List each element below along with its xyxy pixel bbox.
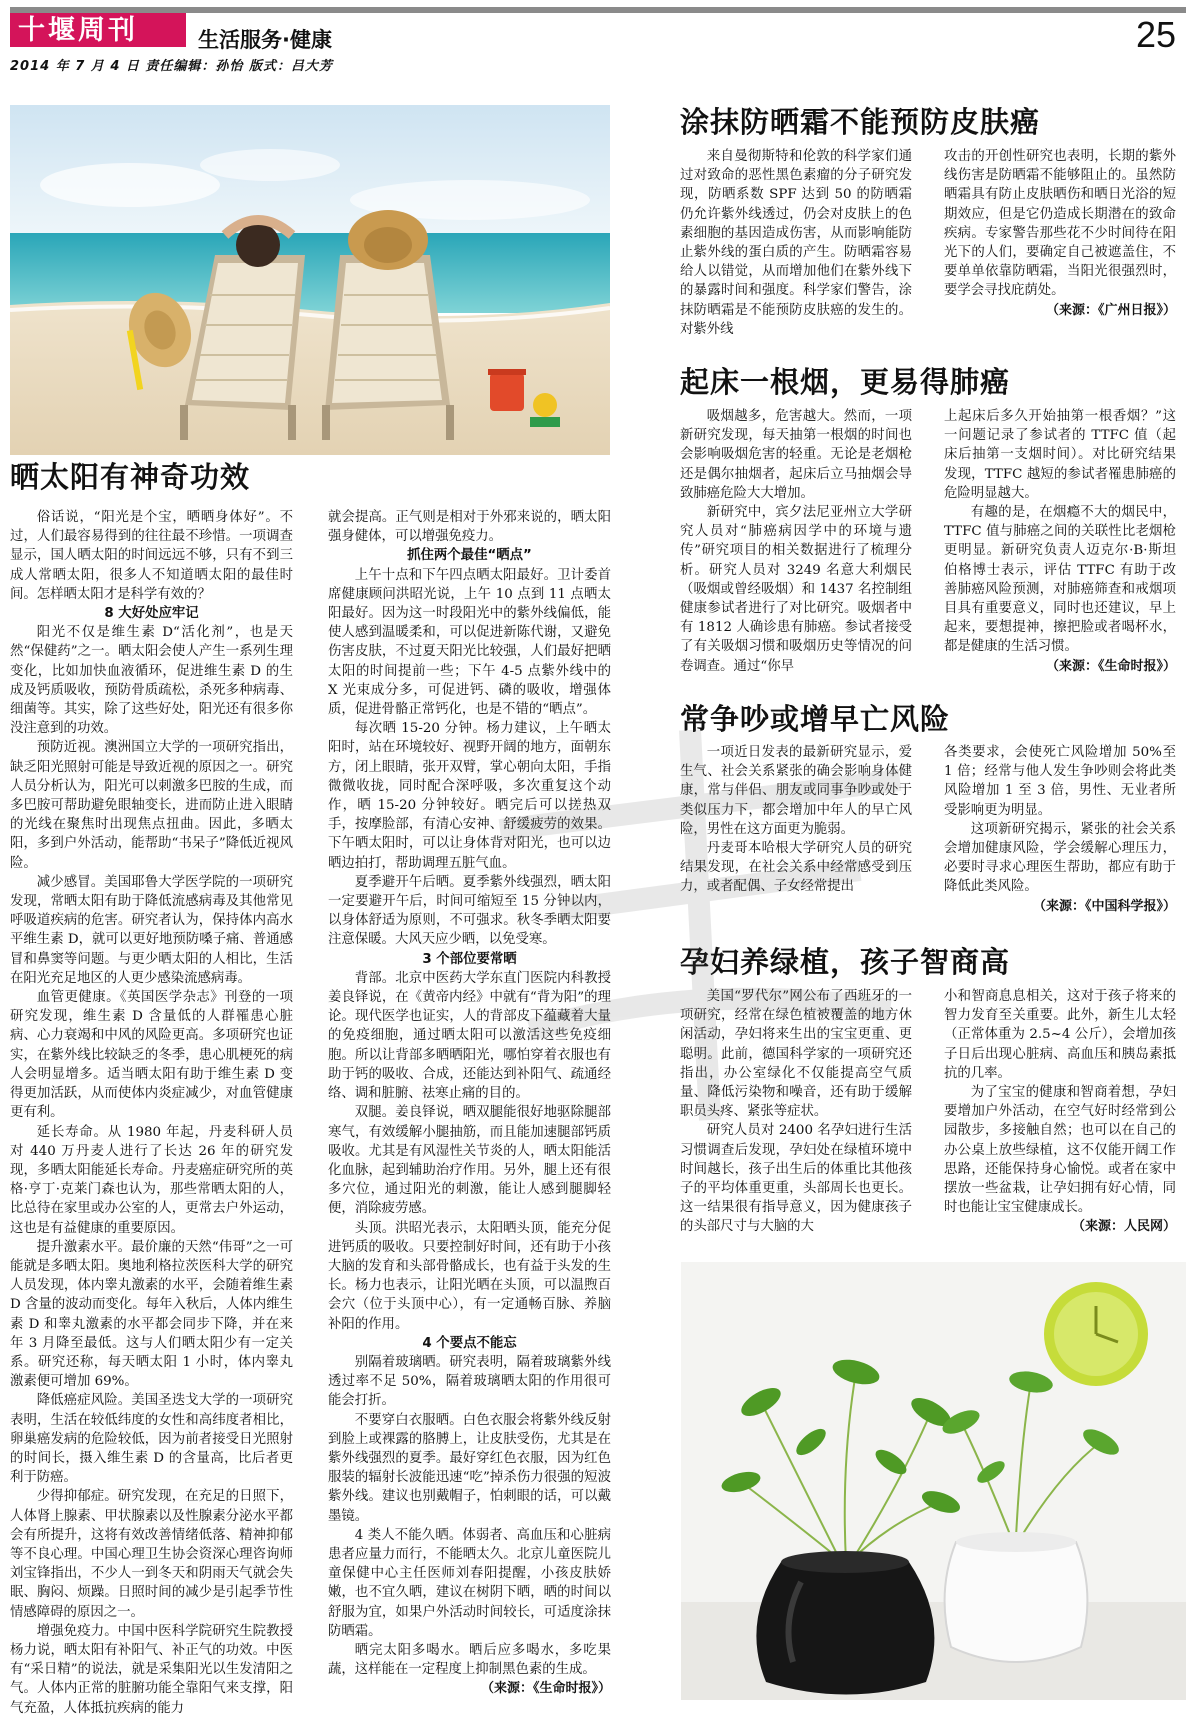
article-sunscreen-column-2 [944, 147, 1176, 347]
paragraph: 背部。北京中医药大学东直门医院内科教授姜良铎说，在《黄帝内经》中就有“背为阳”的理论。现代医学也证实，人的背部皮下蕴藏着大量的免疫细胞，通过晒太阳可以激活这些免疫细胞。所以让背部多晒晒阳光，哪怕穿着衣服也有助于钙的吸收、合成，还能达到补阳气、疏通经络、调和脏腑、祛寒止痛的目的。 [328, 970, 611, 1102]
potted-plants-photo [681, 1262, 1186, 1700]
subheading: 抓住两个最佳“晒点” [407, 548, 532, 564]
article-title-smoking: 起床一根烟，更易得肺癌 [680, 365, 1011, 399]
paragraph: 阳光不仅是维生素 D“活化剂”，也是天然“保健药”之一。晒太阳会使人产生一系列生理变化，比如加快血液循环，促进维生素 D 的生成及钙质吸收，预防骨质疏松，杀死多种病毒、细菌等。其实，除了这些好处，阳光还有很多你没注意到的功效。 [10, 625, 293, 737]
page-number: 25 [1135, 14, 1176, 55]
paragraph: 头顶。洪昭光表示，太阳晒头顶，能充分促进钙质的吸收。只要控制好时间，还有助于小孩大脑的发育和头部骨骼成长，也有益于头发的生长。杨力也表示，让阳光晒在头顶，可以温煦百会穴（位于头顶中心），有一定通畅百脉、养脑补阳的作用。 [328, 1220, 611, 1332]
paragraph: 各类要求，会使死亡风险增加 50%至 1 倍；经常与他人发生争吵则会将此类风险增加 1 至 3 倍，男性、无业者所受影响更为明显。 [944, 745, 1176, 818]
paragraph: 不要穿白衣服晒。白色衣服会将紫外线反射到脸上或裸露的胳膊上，让皮肤受伤，尤其是在紫外线强烈的夏季。最好穿红色衣服，因为红色服装的辐射长波能迅速“吃”掉杀伤力很强的短波紫外线。建议也别戴帽子，怕刺眼的话，可以戴墨镜。 [328, 1412, 611, 1524]
masthead: 十堰周刊 [18, 15, 138, 46]
paragraph: 上起床后多久开始抽第一根香烟？”这一问题记录了参试者的 TTFC 值（起床后抽第一支烟时间）。对比研究结果发现，TTFC 越短的参试者罹患肺癌的危险明显越大。 [944, 409, 1176, 501]
paragraph: 就会提高。正气则是相对于外邪来说的，晒太阳强身健体，可以增强免疫力。 [328, 510, 611, 545]
article-title-sunscreen: 涂抹防晒霜不能预防皮肤癌 [680, 105, 1041, 139]
paragraph: 4 类人不能久晒。体弱者、高血压和心脏病患者应量力而行，不能晒太久。北京儿童医院儿童保健中心主任医师刘春阳提醒，小孩皮肤娇嫩，也不宜久晒，建议在树阴下晒，晒的时间以舒服为宜，如果户外活动时间较长，可适度涂抹防晒霜。 [328, 1527, 611, 1639]
paragraph: 一项近日发表的最新研究显示，爱生气、社会关系紧张的确会影响身体健康，常与伴侣、朋友或同事争吵或处于类似压力下，都会增加中年人的早亡风险，男性在这方面更为脆弱。 [680, 745, 912, 837]
article-plants-column-2 [944, 987, 1176, 1245]
paragraph: 双腿。姜良铎说，晒双腿能很好地驱除腿部寒气，有效缓解小腿抽筋，而且能加速腿部钙质吸收。尤其是有风湿性关节炎的人，晒太阳能活化血脉，起到辅助治疗作用。另外，腿上还有很多穴位，通过阳光的刺激，能让人感到腿脚轻便，消除疲劳感。 [328, 1105, 611, 1217]
paragraph: 攻击的开创性研究也表明，长期的紫外线伤害是防晒霜不能够阻止的。虽然防晒霜具有防止皮肤晒伤和晒日光浴的短期效应，但是它仍造成长期潜在的致命疾病。专家警告那些花不少时间待在阳光下的人们，要确定自己被遮盖住，不要单单依靠防晒霜，当阳光很强烈时，要学会寻找庇荫处。 [944, 149, 1176, 299]
paragraph: 研究人员对 2400 名孕妇进行生活习惯调查后发现，孕妇处在绿植环境中时间越长，孩子出生后的体重比其他孩子的平均体重更重，头部周长也更长。这一结果很有指导意义，因为健康孩子的头部尺寸与大脑的大 [680, 1123, 912, 1235]
article-sun-column-2 [328, 508, 611, 1705]
paragraph: 有趣的是，在烟瘾不大的烟民中，TTFC 值与肺癌之间的关联性比老烟枪更明显。新研究负责人迈克尔·B·斯坦伯格博士表示，评估 TTFC 有助于改善肺癌风险预测，对肺癌筛查和戒烟项目具有重要意义，同时也还建议，早上起来，要想提神，擦把脸或者喝杯水，都是健康的生活习惯。 [944, 505, 1176, 655]
article-smoking-column-2 [944, 407, 1176, 672]
paragraph: 美国“罗代尔”网公布了西班牙的一项研究，经常在绿色植被覆盖的地方休闲活动，孕妇将来生出的宝宝更重、更聪明。此前，德国科学家的一项研究还指出，办公室绿化不仅能提高空气质量、降低污染物和噪音，还有助于缓解职员头疼、紧张等症状。 [680, 989, 912, 1120]
paragraph: 俗话说，“阳光是个宝，晒晒身体好”。不过，人们最容易得到的往往最不珍惜。一项调查显示，国人晒太阳的时间远远不够，只有不到三成人常晒太阳，很多人不知道晒太阳的最佳时间。怎样晒太阳才是科学有效的？ [10, 510, 293, 602]
source-credit: （来源：《生命时报》） [480, 1681, 611, 1697]
subheading: 3 个部位要常晒 [422, 951, 517, 967]
paragraph: 增强免疫力。中国中医科学院研究生院教授杨力说，晒太阳有补阳气、补正气的功效。中医有“采日精”的说法，就是采集阳光以生发清阳之气。人体内正常的脏腑功能全靠阳气来支撑，阳气充盈，人体抵抗疾病的能力 [10, 1623, 293, 1716]
paragraph: 吸烟越多，危害越大。然而，一项新研究发现，每天抽第一根烟的时间也会影响吸烟危害的轻重。无论是老烟枪还是偶尔抽烟者，起床后立马抽烟会导致肺癌危险大大增加。 [680, 409, 912, 501]
article-title-sun: 晒太阳有神奇功效 [10, 460, 251, 494]
subheading: 4 个要点不能忘 [422, 1335, 517, 1351]
article-quarrel-column-2 [944, 743, 1176, 928]
paragraph: 预防近视。澳洲国立大学的一项研究指出，缺乏阳光照射可能是导致近视的原因之一。研究人员分析认为，阳光可以刺激多巴胺的生成，而多巴胺可帮助避免眼轴变长，进而防止进入眼睛的光线在聚焦时出现焦点扭曲。因此，多晒太阳，多到户外活动，能帮助“书呆子”降低近视风险。 [10, 740, 293, 871]
paragraph: 为了宝宝的健康和智商着想，孕妇要增加户外活动，在空气好时经常到公园散步，多接触自然；也可以在自己的办公桌上放些绿植，这不仅能开阔工作思路，还能保持身心愉悦。或者在家中摆放一些盆栽，让孕妇拥有好心情，同时也能让宝宝健康成长。 [944, 1085, 1176, 1216]
beach-photo [10, 105, 610, 455]
top-rule [10, 7, 1186, 13]
paragraph: 少得抑郁症。研究发现，在充足的日照下，人体肾上腺素、甲状腺素以及性腺素分泌水平都会有所提升，这将有效改善情绪低落、精神抑郁等不良心理。中国心理卫生协会资深心理咨询师刘宝锋指出，不少人一到冬天和阴雨天气就会失眠、胸闷、烦躁。日照时间的减少是引起季节性情感障碍的原因之一。 [10, 1489, 293, 1620]
paragraph: 血管更健康。《英国医学杂志》刊登的一项研究发现，维生素 D 含量低的人群罹患心脏病、心力衰竭和中风的风险更高。多项研究也证实，在紫外线比较缺乏的冬季，患心肌梗死的病人会明显增多。适当晒太阳有助于维生素 D 变得更加活跃，从而使体内炎症减少，对血管健康更有利。 [10, 990, 293, 1121]
source-credit: （来源：《中国科学报》） [1032, 898, 1176, 914]
paragraph: 减少感冒。美国耶鲁大学医学院的一项研究发现，常晒太阳有助于降低流感病毒及其他常见呼吸道疾病的危害。研究者认为，保持体内高水平维生素 D，就可以更好地预防嗓子痛、普通感冒和鼻窦等问题。与更少晒太阳的人相比，生活在阳光充足地区的人更少感染流感病毒。 [10, 874, 293, 986]
paragraph: 来自曼彻斯特和伦敦的科学家们通过对致命的恶性黑色素瘤的分子研究发现，防晒系数 SPF 达到 50 的防晒霜仍允许紫外线透过，仍会对皮肤上的色素细胞的基因造成伤害，从而影响能防止紫外线的蛋白质的产生。防晒霜容易给人以错觉，从而增加他们在紫外线下的暴露时间和强度。科学家们警告，涂抹防晒霜是不能预防皮肤癌的发生的。对紫外线 [680, 149, 912, 337]
paragraph: 提升激素水平。最价廉的天然“伟哥”之一可能就是多晒太阳。奥地利格拉茨医科大学的研究人员发现，体内睾丸激素的水平，会随着维生素 D 含量的波动而变化。每年入秋后，人体内维生素 D 和睾丸激素的水平都会同步下降，并在来年 3 月降至最低。这与人们晒太阳少有一定关系。研究还称，每天晒太阳 1 小时，体内睾丸激素便可增加 69%。 [10, 1239, 293, 1390]
article-quarrel-column-1 [680, 743, 912, 928]
source-credit: （来源：《广州日报》） [1045, 302, 1176, 318]
source-credit: （来源：《生命时报》） [1045, 658, 1176, 674]
paragraph: 上午十点和下午四点晒太阳最好。卫计委首席健康顾问洪昭光说，上午 10 点到 11 点晒太阳最好。因为这一时段阳光中的紫外线偏低，能使人感到温暖柔和，可以促进新陈代谢，又避免伤害皮肤，不过夏天阳光比较强，人们最好把晒太阳的时间提前一些；下午 4-5 点紫外线中的 X 光束成分多，可促进钙、磷的吸收，增强体质，促进骨骼正常钙化，也是不错的“晒点”。 [328, 567, 611, 718]
paragraph: 小和智商息息相关，这对于孩子将来的智力发育至关重要。此外，新生儿太轻（正常体重为 2.5~4 公斤），会增加孩子日后出现心脏病、高血压和胰岛素抵抗的几率。 [944, 989, 1176, 1081]
article-title-plants: 孕妇养绿植，孩子智商高 [680, 945, 1011, 979]
paragraph: 延长寿命。从 1980 年起，丹麦科研人员对 440 万丹麦人进行了长达 26 年的研究发现，多晒太阳能延长寿命。丹麦癌症研究所的英格·亨丁·克莱门森也认为，那些常晒太阳的人，比总待在家里或办公室的人，更常去户外运动，这也是有益健康的重要原因。 [10, 1124, 293, 1236]
paragraph: 新研究中，宾夕法尼亚州立大学研究人员对“肺癌病因学中的环境与遗传”研究项目的相关数据进行了梳理分析。研究人员对 3249 名意大利烟民（吸烟或曾经吸烟）和 1437 名控制组健康参试者进行了对比研究。吸烟者中有 1812 人确诊患有肺癌。参试者接受了有关吸烟习惯和吸烟历史等情况的问卷调查。通过“你早 [680, 505, 912, 674]
publication-info: 2014 年 7 月 4 日 责任编辑：孙怡 版式：吕大芳 [10, 59, 333, 74]
section-label: 生活服务·健康 [198, 28, 332, 52]
article-sun-column-1 [10, 508, 293, 1716]
paragraph: 丹麦哥本哈根大学研究人员的研究结果发现，在社会关系中经常感受到压力，或者配偶、子女经常提出 [680, 841, 912, 895]
paragraph: 降低癌症风险。美国圣迭戈大学的一项研究表明，生活在较低纬度的女性和高纬度者相比，卵巢癌发病的危险较低，因为前者接受日光照射的时间长，摄入维生素 D 的含量高，比后者更利于防癌。 [10, 1393, 293, 1486]
subheading: 8 大好处应牢记 [104, 606, 199, 622]
paragraph: 晒完太阳多喝水。晒后应多喝水，多吃果蔬，这样能在一定程度上抑制黑色素的生成。 [328, 1642, 611, 1678]
paragraph: 别隔着玻璃晒。研究表明，隔着玻璃紫外线透过率不足 50%，隔着玻璃晒太阳的作用很可能会打折。 [328, 1354, 611, 1409]
article-smoking-column-1 [680, 407, 912, 674]
paragraph: 夏季避开午后晒。夏季紫外线强烈，晒太阳一定要避开午后，时间可缩短至 15 分钟以内，以身体舒适为原则，不可强求。秋冬季晒太阳要注意保暖。大风天应少晒，以免受寒。 [328, 874, 611, 948]
article-title-quarrel: 常争吵或增早亡风险 [680, 702, 951, 736]
article-sunscreen-column-1 [680, 147, 912, 339]
source-credit: （来源：人民网） [1071, 1219, 1176, 1235]
article-plants-column-1 [680, 987, 912, 1245]
paragraph: 每次晒 15-20 分钟。杨力建议，上午晒太阳时，站在环境较好、视野开阔的地方，面朝东方，闭上眼睛，张开双臂，掌心朝向太阳，手指微微收拢，同时配合深呼吸，多次重复这个动作，晒 15-20 分钟较好。晒完后可以搓热双手，按摩脸部，有清心安神、舒缓疲劳的效果。下午晒太阳时，可以让身体背对阳光，也可以边晒边拍打，帮助调理五脏气血。 [328, 721, 611, 871]
paragraph: 这项新研究揭示，紧张的社会关系会增加健康风险，学会缓解心理压力，必要时寻求心理医生帮助，都应有助于降低此类风险。 [944, 821, 1176, 895]
